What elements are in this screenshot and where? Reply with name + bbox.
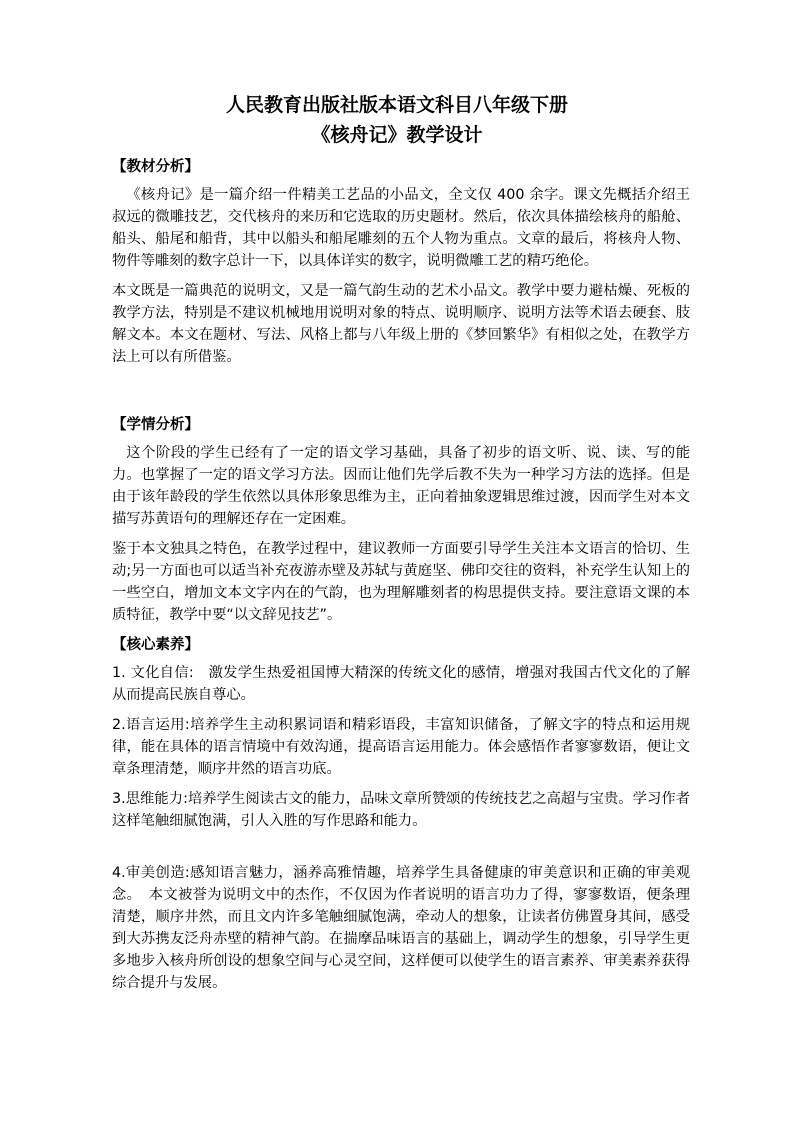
paragraph: 《核舟记》是一篇介绍一件精美工艺品的小品文，全文仅 400 余字。课文先概括介绍王叔远的微雕技艺，交代核舟的来历和它选取的历史题材。然后，依次具体描绘核舟的船舱、船头、船尾和船背，其中以船头和船尾雕刻的五个人物为重点。文章的最后，将核舟人物、物件等雕刻的数字总计一下，以具体详实的数字，说明微雕工艺的精巧绝伦。	[112, 187, 690, 269]
document-title	[0, 90, 794, 150]
list-item: 3.思维能力:培养学生阅读古文的能力，品味文章所赞颂的传统技艺之高超与宝贵。学习作者这样笔触细腻饱满，引人入胜的写作思路和能力。	[112, 791, 690, 829]
list-item: 1. 文化自信: 激发学生热爱祖国博大精深的传统文化的感情，增强对我国古代文化的了解从而提高民族自尊心。	[112, 665, 690, 703]
paragraph: 这个阶段的学生已经有了一定的语文学习基础，具备了初步的语文听、说、读、写的能力。也掌握了一定的语文学习方法。因而让他们先学后教不失为一种学习方法的选择。但是由于该年龄段的学生依然以具体形象思维为主，正向着抽象逻辑思维过渡，因而学生对本文描写苏黄语句的理解还存在一定困难。	[112, 445, 690, 527]
paragraph: 鉴于本文独具之特色，在教学过程中，建议教师一方面要引导学生关注本文语言的恰切、生动;另一方面也可以适当补充夜游赤壁及苏轼与黄庭坚、佛印交往的资料，补充学生认知上的一些空白，增加文本文字内在的气韵，也为理解雕刻者的构思提供支持。要注意语文课的本质特征，教学中要“以文辞见技艺”。	[112, 541, 690, 623]
title-line-1: 人民教育出版社版本语文科目八年级下册	[225, 94, 568, 116]
title-line-2: 《核舟记》教学设计	[311, 124, 483, 146]
section-heading: 【教材分析】	[112, 158, 199, 175]
list-item: 2.语言运用:培养学生主动积累词语和精彩语段，丰富知识储备，了解文字的特点和运用规律，能在具体的语言情境中有效沟通，提高语言运用能力。体会感悟作者寥寥数语，便让文章条理清楚，顺序井然的语言功底。	[112, 717, 690, 777]
section-student-analysis	[112, 414, 690, 626]
section-core-literacy	[112, 634, 690, 994]
section-heading: 【核心素养】	[112, 636, 199, 653]
document-body	[112, 156, 690, 1002]
paragraph: 本文既是一篇典范的说明文，又是一篇气韵生动的艺术小品文。教学中要力避枯燥、死板的教学方法，特别是不建议机械地用说明对象的特点、说明顺序、说明方法等术语去硬套、肢解文本。本文在题材、写法、风格上都与八年级上册的《梦回繁华》有相似之处，在教学方法上可以有所借鉴。	[112, 283, 690, 365]
section-heading: 【学情分析】	[112, 416, 199, 433]
list-item: 4.审美创造:感知语言魅力，涵养高雅情趣，培养学生具备健康的审美意识和正确的审美观念。 本文被誉为说明文中的杰作，不仅因为作者说明的语言功力了得，寥寥数语，便条理清楚，顺序井然，而且文内许多笔触细腻饱满，牵动人的想象，让读者仿佛置身其间，感受到大苏携友泛舟赤壁的精神气韵。在揣摩品味语言的基础上，调动学生的想象，引导学生更多地步入核舟所创设的想象空间与心灵空间，这样便可以使学生的语言素养、审美素养获得综合提升与发展。	[112, 865, 690, 991]
section-textbook-analysis	[112, 156, 690, 368]
